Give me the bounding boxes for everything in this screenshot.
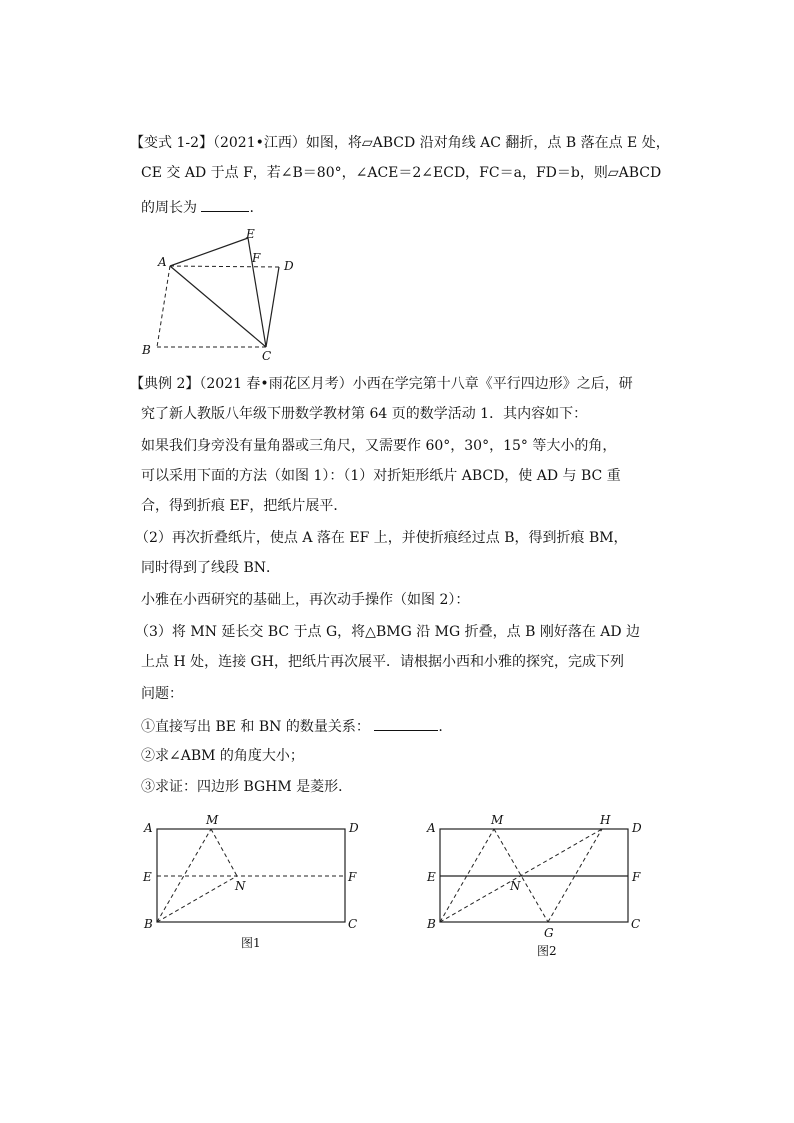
p1-label-E: E [246, 227, 255, 241]
fig2-label-D: D [632, 821, 642, 835]
p1-label-F: F [252, 251, 261, 265]
question-2: ②求∠ABM 的角度大小； [141, 748, 304, 764]
fig1-label-M: M [206, 813, 219, 827]
fig2-label-E: E [427, 870, 436, 884]
fig2-label-M: M [491, 813, 504, 827]
fig1-label-E: E [143, 870, 152, 884]
problem1-line1: 【变式 1-2】（2021•江西）如图，将▱ABCD 沿对角线 AC 翻折，点 B 落在点 E 处， [130, 135, 670, 151]
fig1-label-B: B [144, 917, 153, 931]
problem2-line5: 合，得到折痕 EF，把纸片展平． [141, 498, 348, 514]
fig1-label-N: N [235, 879, 246, 893]
problem2-line4: 可以采用下面的方法（如图 1）：（1）对折矩形纸片 ABCD，使 AD 与 BC 重 [141, 468, 621, 484]
fig1-label-D: D [349, 821, 359, 835]
problem2-line1: 【典例 2】（2021 春•雨花区月考）小西在学完第十八章《平行四边形》之后，研 [130, 376, 633, 392]
fig1-caption: 图1 [241, 936, 261, 950]
fig2-label-B: B [427, 917, 436, 931]
fig2-label-G: G [544, 926, 554, 940]
problem2-line11: 问题： [141, 686, 183, 702]
p1-label-C: C [262, 349, 272, 363]
problem1-line3-period: . [249, 200, 254, 216]
fig2-label-H: H [600, 813, 611, 827]
p1-label-A: A [158, 255, 167, 269]
fig1-label-A: A [144, 821, 153, 835]
fig2-label-C: C [631, 917, 641, 931]
problem2-line8: 小雅在小西研究的基础上，再次动手操作（如图 2）： [141, 592, 470, 608]
problem2-line7: 同时得到了线段 BN． [141, 560, 280, 576]
problem1-line2: CE 交 AD 于点 F，若∠B＝80°，∠ACE＝2∠ECD，FC＝a，FD＝b，则▱ABCD [141, 165, 662, 181]
fig1-label-C: C [348, 917, 358, 931]
fig2-label-N: N [510, 879, 521, 893]
question-1-period: . [438, 719, 443, 735]
problem2-line3: 如果我们身旁没有量角器或三角尺，又需要作 60°，30°，15° 等大小的角， [141, 438, 617, 454]
problem1-line3-text: 的周长为 [141, 200, 197, 216]
question-3: ③求证：四边形 BGHM 是菱形． [141, 779, 353, 795]
problem2-line10: 上点 H 处，连接 GH，把纸片再次展平．请根据小西和小雅的探究，完成下列 [141, 654, 624, 670]
fig1-label-F: F [348, 870, 357, 884]
problem2-line9: （3）将 MN 延长交 BC 于点 G，将△BMG 沿 MG 折叠，点 B 刚好落在 AD 边 [135, 624, 641, 640]
question-1-text: ①直接写出 BE 和 BN 的数量关系： [141, 719, 370, 735]
p1-label-D: D [284, 259, 294, 273]
problem2-line2: 究了新人教版八年级下册数学教材第 64 页的数学活动 1．其内容如下： [141, 406, 588, 422]
fig2-label-F: F [632, 870, 641, 884]
fig2-label-A: A [427, 821, 436, 835]
fig2-caption: 图2 [537, 944, 557, 958]
problem2-line6: （2）再次折叠纸片，使点 A 落在 EF 上，并使折痕经过点 B，得到折痕 BM， [135, 530, 628, 546]
p1-label-B: B [142, 343, 151, 357]
